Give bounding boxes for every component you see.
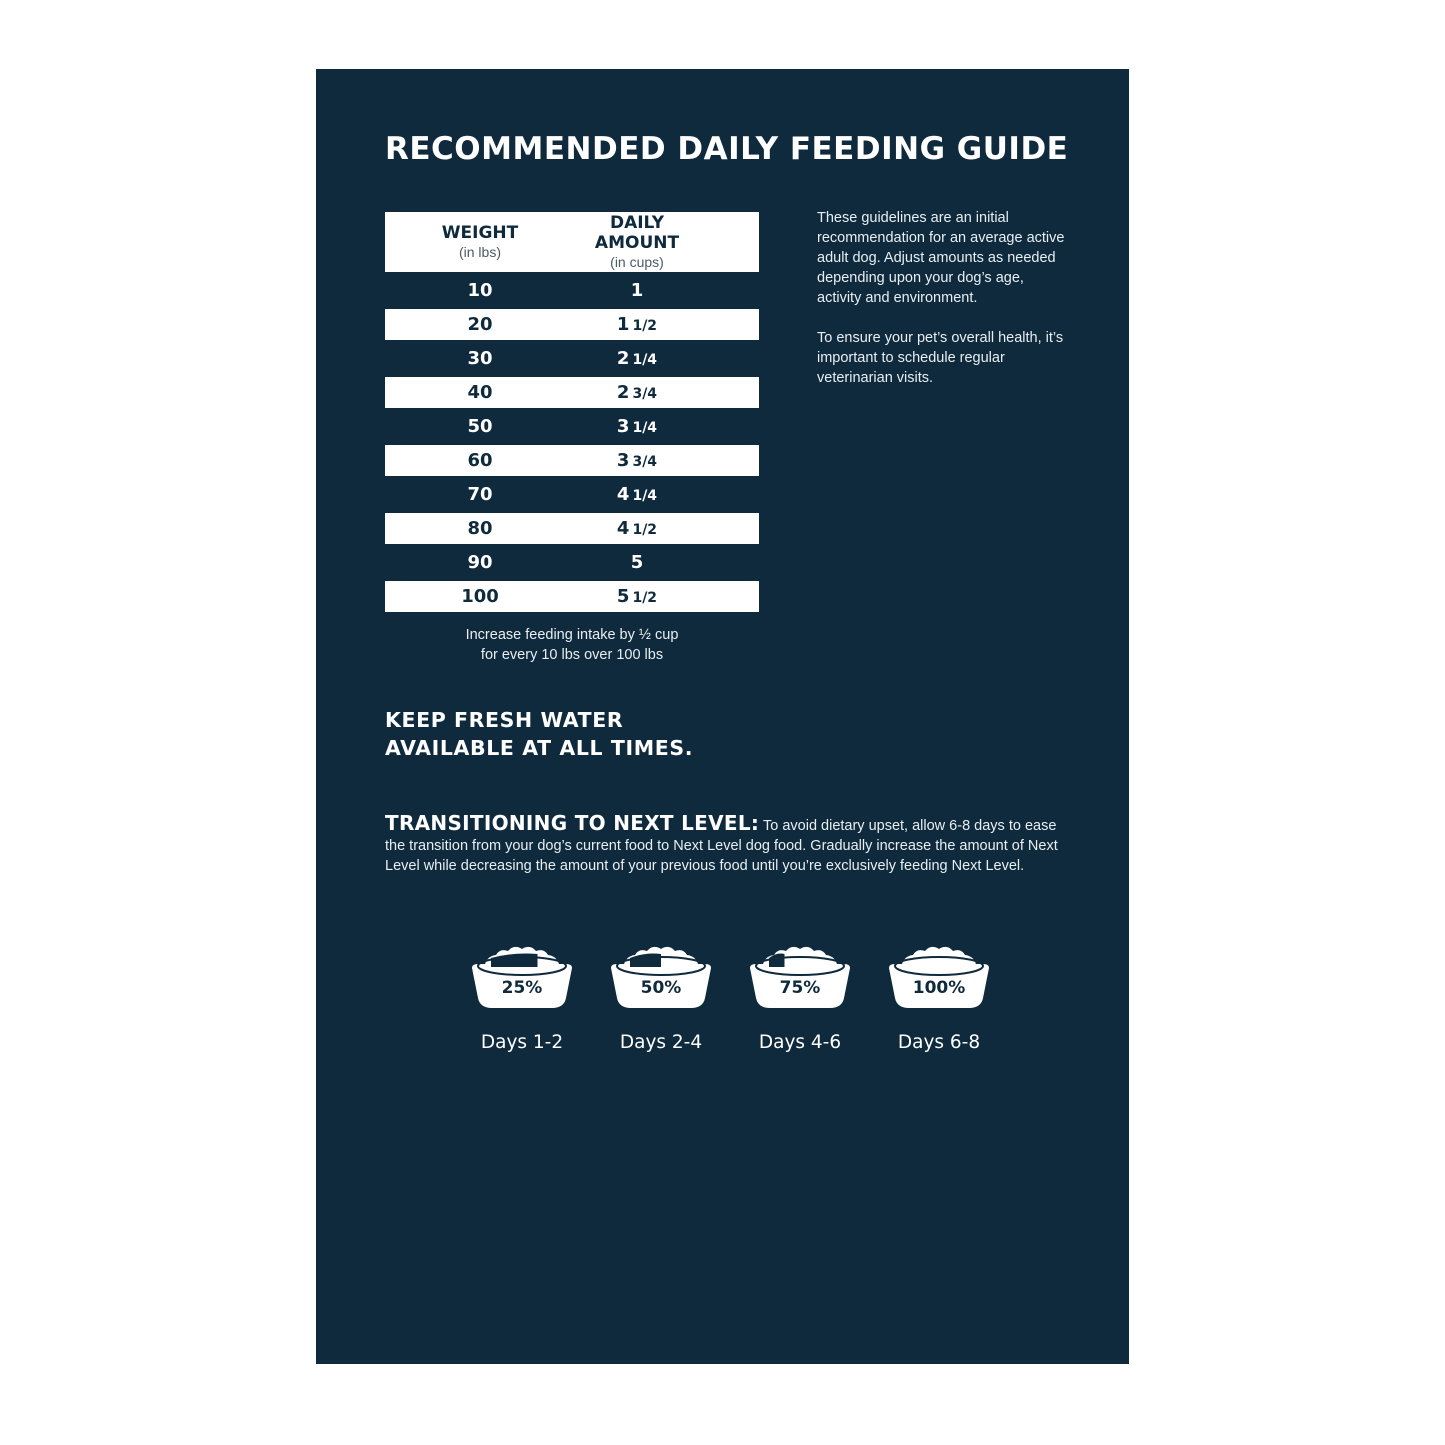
amount-cell: [575, 586, 699, 607]
weight-cell: 70: [467, 484, 493, 505]
fresh-water-line-1: KEEP FRESH WATER: [385, 708, 624, 732]
table-body: [385, 275, 759, 612]
dog-bowl-icon: [740, 942, 860, 1012]
bowl-percent: 75%: [779, 978, 821, 998]
table-row: [385, 445, 759, 476]
transition-body: To avoid dietary upset, allow 6-8 days to ease the transition from your dog’s current food to Next Level dog food. Gradually increase the amount of Next Level while decreasing the amount of your previous food until you’re exclusively feeding Next Level.: [385, 818, 1058, 874]
weight-cell: 50: [467, 416, 493, 437]
dog-bowl-icon: [462, 942, 582, 1012]
feeding-guide-panel: [316, 69, 1129, 1364]
amount-fraction: 1/2: [632, 522, 658, 538]
bowl-days-label: Days 1-2: [480, 1032, 564, 1053]
footnote-line-1: Increase feeding intake by ½ cup: [465, 627, 679, 643]
amount-whole: 3: [616, 450, 630, 471]
amount-whole: 2: [616, 382, 630, 403]
amount-whole: 1: [616, 314, 630, 335]
weight-cell: 60: [467, 450, 493, 471]
table-row: [385, 343, 759, 374]
amount-header-unit: (in cups): [610, 254, 664, 270]
weight-header-unit: (in lbs): [458, 244, 501, 260]
bowl-percent: 100%: [912, 978, 966, 998]
amount-fraction: 1/2: [632, 318, 658, 334]
amount-fraction: 3/4: [632, 386, 658, 402]
amount-cell: [575, 518, 699, 539]
amount-cell: [575, 348, 699, 369]
table-row: [385, 275, 759, 306]
amount-whole: 1: [630, 280, 644, 301]
amount-cell: [575, 552, 699, 573]
amount-fraction: 3/4: [632, 454, 658, 470]
transition-section: [385, 813, 1060, 876]
amount-whole: 4: [616, 518, 630, 539]
amount-header-label: DAILY AMOUNT: [594, 213, 680, 253]
table-row: [385, 479, 759, 510]
amount-cell: [575, 382, 699, 403]
amount-fraction: 1/4: [632, 352, 658, 368]
weight-cell: 10: [467, 280, 493, 301]
transition-bowls: [462, 942, 992, 1062]
table-footnote: [385, 625, 759, 665]
dog-bowl-icon: [601, 942, 721, 1012]
weight-header-label: WEIGHT: [441, 223, 519, 243]
page-title: RECOMMENDED DAILY FEEDING GUIDE: [385, 131, 1069, 167]
guidelines-paragraph-2: To ensure your pet’s overall health, it’s important to schedule regular veterinarian visits.: [817, 330, 1064, 386]
bowl-days-label: Days 4-6: [758, 1032, 842, 1053]
amount-whole: 3: [616, 416, 630, 437]
dog-bowl-icon: [879, 942, 999, 1012]
amount-whole: 4: [616, 484, 630, 505]
amount-whole: 5: [616, 586, 630, 607]
bowl-days-label: Days 6-8: [897, 1032, 981, 1053]
table-row: [385, 547, 759, 578]
feeding-table: [385, 212, 759, 612]
amount-whole: 2: [616, 348, 630, 369]
bowl-step: [879, 942, 999, 1053]
footnote-line-2: for every 10 lbs over 100 lbs: [480, 647, 664, 663]
bowl-step: [462, 942, 582, 1053]
weight-cell: 100: [461, 586, 499, 607]
bowl-step: [601, 942, 721, 1053]
table-header: [385, 212, 759, 272]
weight-cell: 40: [467, 382, 493, 403]
amount-fraction: 1/2: [632, 590, 658, 606]
guidelines-text: [817, 208, 1067, 408]
weight-cell: 20: [467, 314, 493, 335]
table-row: [385, 581, 759, 612]
amount-cell: [575, 484, 699, 505]
amount-cell: [575, 280, 699, 301]
table-row: [385, 411, 759, 442]
guidelines-paragraph-1: These guidelines are an initial recommendation for an average active adult dog. Adjust amounts as needed depending upon your dog’s age, activity and environment.: [817, 210, 1065, 306]
weight-cell: 90: [467, 552, 493, 573]
weight-cell: 80: [467, 518, 493, 539]
amount-column-header: [575, 213, 699, 271]
table-row: [385, 513, 759, 544]
bowl-days-label: Days 2-4: [619, 1032, 703, 1053]
amount-whole: 5: [630, 552, 644, 573]
amount-cell: [575, 416, 699, 437]
amount-cell: [575, 314, 699, 335]
fresh-water-heading: [385, 706, 693, 762]
weight-column-header: [385, 223, 575, 261]
amount-fraction: 1/4: [632, 488, 658, 504]
transition-heading: TRANSITIONING TO NEXT LEVEL:: [385, 811, 760, 835]
weight-cell: 30: [467, 348, 493, 369]
bowl-step: [740, 942, 860, 1053]
table-row: [385, 377, 759, 408]
fresh-water-line-2: AVAILABLE AT ALL TIMES.: [385, 736, 694, 760]
table-row: [385, 309, 759, 340]
bowl-percent: 25%: [501, 978, 543, 998]
bowl-percent: 50%: [640, 978, 682, 998]
amount-fraction: 1/4: [632, 420, 658, 436]
amount-cell: [575, 450, 699, 471]
